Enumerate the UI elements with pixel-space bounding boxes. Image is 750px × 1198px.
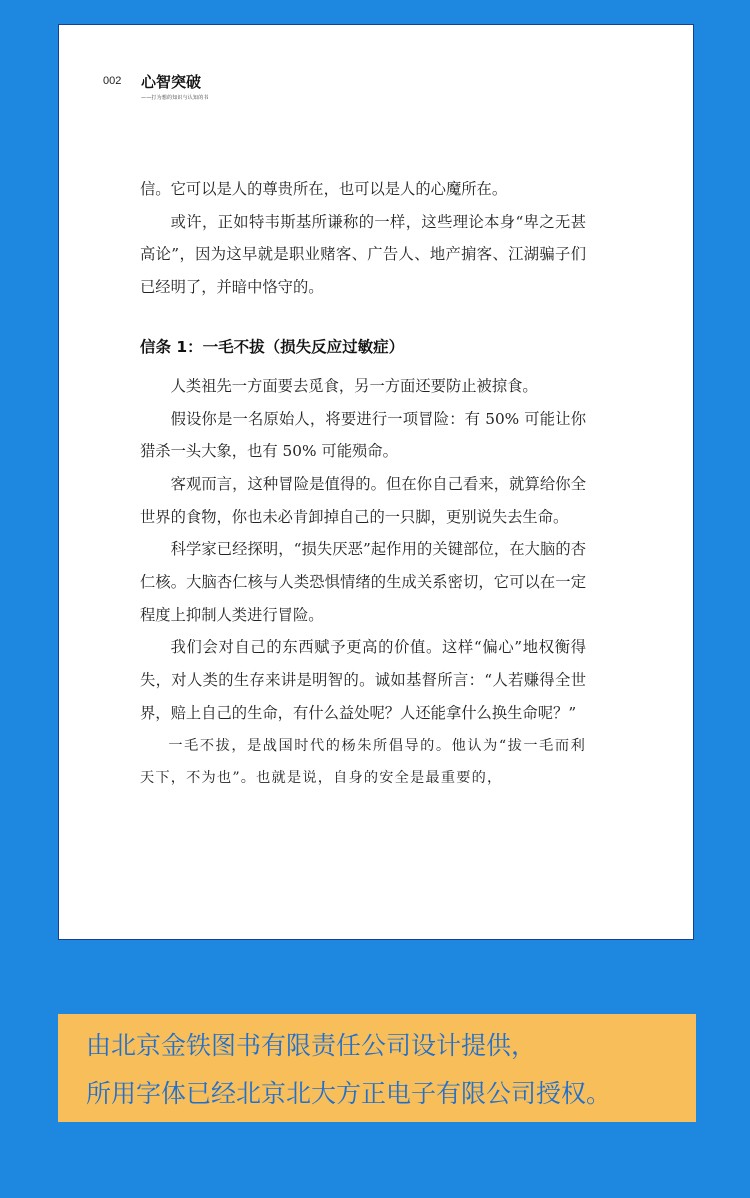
paragraph: 我们会对自己的东西赋予更高的价值。这样“偏心”地权衡得失，对人类的生存来讲是明智的。诚如基督所言：“人若赚得全世界，赔上自己的生命，有什么益处呢？人还能拿什么换生命呢？” <box>140 638 586 722</box>
paragraph: 科学家已经探明，“损失厌恶”起作用的关键部位，在大脑的杏仁核。大脑杏仁核与人类恐惧情绪的生成关系密切，它可以在一定程度上抑制人类进行冒险。 <box>140 540 586 624</box>
paragraph: 信。它可以是人的尊贵所在，也可以是人的心魔所在。 <box>140 180 508 198</box>
paragraph: 人类祖先一方面要去觅食，另一方面还要防止被掠食。 <box>170 376 538 395</box>
paragraph: 客观而言，这种冒险是值得的。但在你自己看来，就算给你全世界的食物，你也未必肯卸掉自己的一只脚，更别说失去生命。 <box>140 474 586 526</box>
book-title: 心智突破 <box>141 73 202 91</box>
paragraph: 或许，正如特韦斯基所谦称的一样，这些理论本身“卑之无甚高论”，因为这早就是职业赌客、广告人、地产掮客、江湖骗子们已经明了，并暗中恪守的。 <box>140 212 586 297</box>
credit-line-2: 所用字体已经北京北大方正电子有限公司授权。 <box>86 1079 612 1108</box>
section-heading: 信条 1：一毛不拔（损失反应过敏症） <box>140 337 405 356</box>
book-subtitle: ——打为想的知识与认知的书 <box>141 95 209 101</box>
book-page <box>58 24 694 940</box>
paragraph: 一毛不拔，是战国时代的杨朱所倡导的。他认为“拔一毛而利天下，不为也”。也就是说，自身的安全是最重要的， <box>140 737 586 787</box>
credit-line-1: 由北京金铁图书有限责任公司设计提供， <box>86 1031 537 1060</box>
page-number: 002 <box>103 75 122 87</box>
paragraph: 假设你是一名原始人，将要进行一项冒险：有 50% 可能让你猎杀一头大象，也有 50% 可能殒命。 <box>140 409 586 461</box>
page-body <box>140 173 586 795</box>
credit-banner <box>58 1014 696 1122</box>
